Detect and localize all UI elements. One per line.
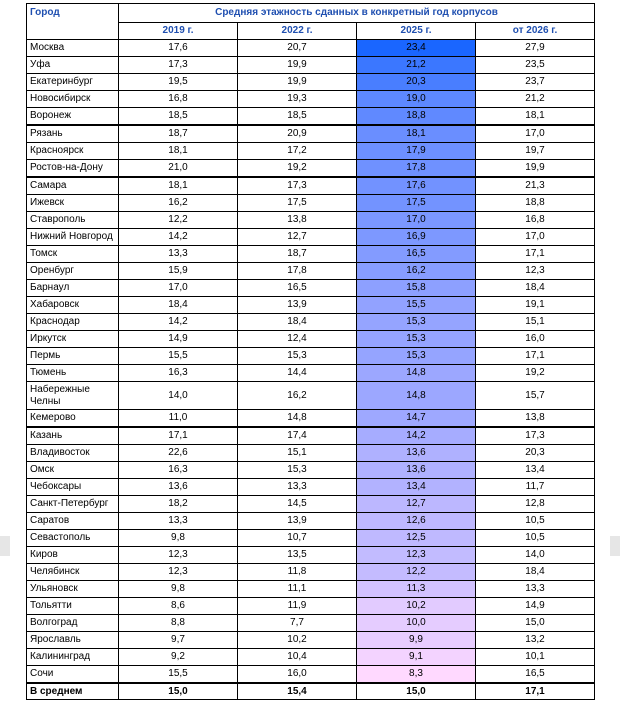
table-body bbox=[27, 40, 595, 700]
value-cell: 9,9 bbox=[357, 632, 476, 649]
table-row bbox=[27, 410, 595, 428]
city-cell: Ростов-на-Дону bbox=[27, 160, 119, 178]
table-row bbox=[27, 195, 595, 212]
value-cell: 17,1 bbox=[476, 348, 595, 365]
value-cell: 12,3 bbox=[119, 564, 238, 581]
city-cell: Ярославль bbox=[27, 632, 119, 649]
table-row bbox=[27, 649, 595, 666]
table-row bbox=[27, 229, 595, 246]
city-cell: В среднем bbox=[27, 683, 119, 700]
table-row bbox=[27, 177, 595, 195]
value-cell: 18,5 bbox=[238, 108, 357, 126]
value-cell: 12,3 bbox=[476, 263, 595, 280]
value-cell: 18,8 bbox=[357, 108, 476, 126]
value-cell: 11,3 bbox=[357, 581, 476, 598]
city-cell: Севастополь bbox=[27, 530, 119, 547]
city-cell: Владивосток bbox=[27, 445, 119, 462]
value-cell: 17,0 bbox=[119, 280, 238, 297]
value-cell: 17,8 bbox=[238, 263, 357, 280]
city-cell: Ульяновск bbox=[27, 581, 119, 598]
table-row bbox=[27, 382, 595, 410]
value-cell: 13,8 bbox=[238, 212, 357, 229]
value-cell: 17,0 bbox=[476, 229, 595, 246]
value-cell: 10,5 bbox=[476, 530, 595, 547]
value-cell: 12,7 bbox=[357, 496, 476, 513]
value-cell: 13,8 bbox=[476, 410, 595, 428]
city-cell: Сочи bbox=[27, 666, 119, 684]
table-row bbox=[27, 462, 595, 479]
city-cell: Нижний Новгород bbox=[27, 229, 119, 246]
value-cell: 19,2 bbox=[238, 160, 357, 178]
value-cell: 9,1 bbox=[357, 649, 476, 666]
value-cell: 19,3 bbox=[238, 91, 357, 108]
value-cell: 15,8 bbox=[357, 280, 476, 297]
value-cell: 13,6 bbox=[119, 479, 238, 496]
table-row bbox=[27, 666, 595, 684]
value-cell: 10,5 bbox=[476, 513, 595, 530]
table-row bbox=[27, 263, 595, 280]
value-cell: 12,3 bbox=[357, 547, 476, 564]
city-cell: Киров bbox=[27, 547, 119, 564]
city-cell: Иркутск bbox=[27, 331, 119, 348]
value-cell: 16,3 bbox=[119, 365, 238, 382]
city-cell: Томск bbox=[27, 246, 119, 263]
average-row bbox=[27, 683, 595, 700]
value-cell: 8,3 bbox=[357, 666, 476, 684]
city-cell: Санкт-Петербург bbox=[27, 496, 119, 513]
value-cell: 9,8 bbox=[119, 581, 238, 598]
value-cell: 21,0 bbox=[119, 160, 238, 178]
value-cell: 15,4 bbox=[238, 683, 357, 700]
city-cell: Барнаул bbox=[27, 280, 119, 297]
value-cell: 18,1 bbox=[119, 177, 238, 195]
value-cell: 27,9 bbox=[476, 40, 595, 57]
group-header: Средняя этажность сданных в конкретный год корпусов bbox=[119, 4, 595, 23]
value-cell: 18,4 bbox=[476, 564, 595, 581]
value-cell: 14,8 bbox=[357, 382, 476, 410]
value-cell: 18,7 bbox=[119, 125, 238, 143]
table-row bbox=[27, 615, 595, 632]
table-row bbox=[27, 91, 595, 108]
table-row bbox=[27, 74, 595, 91]
value-cell: 9,7 bbox=[119, 632, 238, 649]
value-cell: 11,0 bbox=[119, 410, 238, 428]
value-cell: 21,3 bbox=[476, 177, 595, 195]
value-cell: 7,7 bbox=[238, 615, 357, 632]
value-cell: 17,4 bbox=[238, 427, 357, 445]
value-cell: 10,7 bbox=[238, 530, 357, 547]
value-cell: 15,3 bbox=[238, 348, 357, 365]
value-cell: 13,4 bbox=[476, 462, 595, 479]
value-cell: 13,5 bbox=[238, 547, 357, 564]
table-row bbox=[27, 479, 595, 496]
value-cell: 14,0 bbox=[476, 547, 595, 564]
value-cell: 16,8 bbox=[119, 91, 238, 108]
city-cell: Набережные Челны bbox=[27, 382, 119, 410]
value-cell: 13,2 bbox=[476, 632, 595, 649]
table-row bbox=[27, 365, 595, 382]
city-cell: Хабаровск bbox=[27, 297, 119, 314]
value-cell: 16,3 bbox=[119, 462, 238, 479]
value-cell: 10,2 bbox=[357, 598, 476, 615]
value-cell: 15,5 bbox=[357, 297, 476, 314]
value-cell: 20,3 bbox=[357, 74, 476, 91]
value-cell: 15,7 bbox=[476, 382, 595, 410]
value-cell: 16,5 bbox=[357, 246, 476, 263]
value-cell: 13,3 bbox=[119, 513, 238, 530]
value-cell: 21,2 bbox=[476, 91, 595, 108]
value-cell: 16,2 bbox=[119, 195, 238, 212]
city-cell: Краснодар bbox=[27, 314, 119, 331]
value-cell: 20,3 bbox=[476, 445, 595, 462]
value-cell: 14,4 bbox=[238, 365, 357, 382]
value-cell: 14,9 bbox=[119, 331, 238, 348]
city-cell: Красноярск bbox=[27, 143, 119, 160]
value-cell: 18,8 bbox=[476, 195, 595, 212]
city-cell: Ставрополь bbox=[27, 212, 119, 229]
value-cell: 23,4 bbox=[357, 40, 476, 57]
city-cell: Тюмень bbox=[27, 365, 119, 382]
city-cell: Воронеж bbox=[27, 108, 119, 126]
value-cell: 17,3 bbox=[476, 427, 595, 445]
value-cell: 15,3 bbox=[357, 348, 476, 365]
value-cell: 16,5 bbox=[238, 280, 357, 297]
city-cell: Казань bbox=[27, 427, 119, 445]
table-row bbox=[27, 547, 595, 564]
value-cell: 14,7 bbox=[357, 410, 476, 428]
table-row bbox=[27, 581, 595, 598]
value-cell: 17,8 bbox=[357, 160, 476, 178]
table-row bbox=[27, 513, 595, 530]
value-cell: 16,2 bbox=[357, 263, 476, 280]
table-row bbox=[27, 331, 595, 348]
value-cell: 14,2 bbox=[119, 229, 238, 246]
value-cell: 17,2 bbox=[238, 143, 357, 160]
value-cell: 17,1 bbox=[476, 683, 595, 700]
value-cell: 10,2 bbox=[238, 632, 357, 649]
value-cell: 18,4 bbox=[238, 314, 357, 331]
value-cell: 13,9 bbox=[238, 297, 357, 314]
value-cell: 17,3 bbox=[119, 57, 238, 74]
table-row bbox=[27, 143, 595, 160]
table-row bbox=[27, 445, 595, 462]
value-cell: 10,0 bbox=[357, 615, 476, 632]
value-cell: 12,6 bbox=[357, 513, 476, 530]
value-cell: 19,9 bbox=[238, 57, 357, 74]
value-cell: 19,1 bbox=[476, 297, 595, 314]
value-cell: 17,9 bbox=[357, 143, 476, 160]
value-cell: 8,6 bbox=[119, 598, 238, 615]
value-cell: 19,5 bbox=[119, 74, 238, 91]
value-cell: 15,5 bbox=[119, 666, 238, 684]
city-cell: Уфа bbox=[27, 57, 119, 74]
city-cell: Саратов bbox=[27, 513, 119, 530]
value-cell: 13,6 bbox=[357, 462, 476, 479]
value-cell: 14,8 bbox=[357, 365, 476, 382]
value-cell: 13,6 bbox=[357, 445, 476, 462]
value-cell: 10,1 bbox=[476, 649, 595, 666]
table-row bbox=[27, 564, 595, 581]
value-cell: 18,4 bbox=[476, 280, 595, 297]
value-cell: 8,8 bbox=[119, 615, 238, 632]
value-cell: 17,0 bbox=[357, 212, 476, 229]
value-cell: 14,2 bbox=[357, 427, 476, 445]
value-cell: 18,1 bbox=[119, 143, 238, 160]
value-cell: 14,5 bbox=[238, 496, 357, 513]
value-cell: 16,9 bbox=[357, 229, 476, 246]
value-cell: 22,6 bbox=[119, 445, 238, 462]
city-cell: Рязань bbox=[27, 125, 119, 143]
value-cell: 14,0 bbox=[119, 382, 238, 410]
city-cell: Челябинск bbox=[27, 564, 119, 581]
value-cell: 12,8 bbox=[476, 496, 595, 513]
value-cell: 19,9 bbox=[238, 74, 357, 91]
value-cell: 14,2 bbox=[119, 314, 238, 331]
value-cell: 15,0 bbox=[357, 683, 476, 700]
value-cell: 17,6 bbox=[119, 40, 238, 57]
value-cell: 15,3 bbox=[357, 314, 476, 331]
table-row bbox=[27, 160, 595, 178]
value-cell: 18,1 bbox=[357, 125, 476, 143]
table-row bbox=[27, 297, 595, 314]
value-cell: 17,5 bbox=[238, 195, 357, 212]
table-row bbox=[27, 212, 595, 229]
value-cell: 15,9 bbox=[119, 263, 238, 280]
value-cell: 15,5 bbox=[119, 348, 238, 365]
city-cell: Самара bbox=[27, 177, 119, 195]
city-cell: Москва bbox=[27, 40, 119, 57]
value-cell: 9,8 bbox=[119, 530, 238, 547]
value-cell: 14,8 bbox=[238, 410, 357, 428]
value-cell: 12,4 bbox=[238, 331, 357, 348]
city-cell: Чебоксары bbox=[27, 479, 119, 496]
year-header: 2019 г. bbox=[119, 23, 238, 40]
value-cell: 17,0 bbox=[476, 125, 595, 143]
storey-table bbox=[26, 3, 595, 700]
value-cell: 18,1 bbox=[476, 108, 595, 126]
value-cell: 11,8 bbox=[238, 564, 357, 581]
table-row bbox=[27, 57, 595, 74]
value-cell: 13,3 bbox=[119, 246, 238, 263]
year-header: 2025 г. bbox=[357, 23, 476, 40]
value-cell: 20,7 bbox=[238, 40, 357, 57]
table-row bbox=[27, 280, 595, 297]
table-row bbox=[27, 427, 595, 445]
value-cell: 15,1 bbox=[476, 314, 595, 331]
table-row bbox=[27, 598, 595, 615]
value-cell: 23,5 bbox=[476, 57, 595, 74]
value-cell: 12,2 bbox=[119, 212, 238, 229]
value-cell: 18,5 bbox=[119, 108, 238, 126]
value-cell: 20,9 bbox=[238, 125, 357, 143]
city-cell: Омск bbox=[27, 462, 119, 479]
city-cell: Оренбург bbox=[27, 263, 119, 280]
table-row bbox=[27, 125, 595, 143]
value-cell: 13,9 bbox=[238, 513, 357, 530]
table-row bbox=[27, 530, 595, 547]
value-cell: 11,9 bbox=[238, 598, 357, 615]
value-cell: 19,0 bbox=[357, 91, 476, 108]
value-cell: 15,1 bbox=[238, 445, 357, 462]
value-cell: 12,7 bbox=[238, 229, 357, 246]
value-cell: 19,9 bbox=[476, 160, 595, 178]
left-scroll-tab[interactable] bbox=[0, 536, 10, 556]
value-cell: 15,3 bbox=[357, 331, 476, 348]
city-cell: Волгоград bbox=[27, 615, 119, 632]
value-cell: 12,2 bbox=[357, 564, 476, 581]
city-cell: Тольятти bbox=[27, 598, 119, 615]
value-cell: 12,5 bbox=[357, 530, 476, 547]
table-row bbox=[27, 632, 595, 649]
value-cell: 10,4 bbox=[238, 649, 357, 666]
value-cell: 16,0 bbox=[476, 331, 595, 348]
value-cell: 18,4 bbox=[119, 297, 238, 314]
value-cell: 16,5 bbox=[476, 666, 595, 684]
value-cell: 14,9 bbox=[476, 598, 595, 615]
table-row bbox=[27, 40, 595, 57]
city-cell: Ижевск bbox=[27, 195, 119, 212]
table-row bbox=[27, 496, 595, 513]
value-cell: 11,7 bbox=[476, 479, 595, 496]
value-cell: 19,7 bbox=[476, 143, 595, 160]
value-cell: 12,3 bbox=[119, 547, 238, 564]
value-cell: 18,2 bbox=[119, 496, 238, 513]
table-row bbox=[27, 246, 595, 263]
value-cell: 16,8 bbox=[476, 212, 595, 229]
value-cell: 17,6 bbox=[357, 177, 476, 195]
value-cell: 17,1 bbox=[119, 427, 238, 445]
city-cell: Калининград bbox=[27, 649, 119, 666]
value-cell: 19,2 bbox=[476, 365, 595, 382]
year-header: 2022 г. bbox=[238, 23, 357, 40]
table-row bbox=[27, 108, 595, 126]
value-cell: 17,3 bbox=[238, 177, 357, 195]
city-cell: Екатеринбург bbox=[27, 74, 119, 91]
value-cell: 15,3 bbox=[238, 462, 357, 479]
city-cell: Новосибирск bbox=[27, 91, 119, 108]
city-cell: Пермь bbox=[27, 348, 119, 365]
right-scroll-tab[interactable] bbox=[610, 536, 620, 556]
value-cell: 13,3 bbox=[476, 581, 595, 598]
value-cell: 17,5 bbox=[357, 195, 476, 212]
year-header: от 2026 г. bbox=[476, 23, 595, 40]
value-cell: 16,0 bbox=[238, 666, 357, 684]
city-cell: Кемерово bbox=[27, 410, 119, 428]
value-cell: 15,0 bbox=[119, 683, 238, 700]
value-cell: 11,1 bbox=[238, 581, 357, 598]
table-row bbox=[27, 314, 595, 331]
value-cell: 23,7 bbox=[476, 74, 595, 91]
value-cell: 13,4 bbox=[357, 479, 476, 496]
value-cell: 15,0 bbox=[476, 615, 595, 632]
value-cell: 17,1 bbox=[476, 246, 595, 263]
value-cell: 21,2 bbox=[357, 57, 476, 74]
value-cell: 13,3 bbox=[238, 479, 357, 496]
value-cell: 18,7 bbox=[238, 246, 357, 263]
table-row bbox=[27, 348, 595, 365]
city-column-header: Город bbox=[27, 4, 119, 40]
value-cell: 16,2 bbox=[238, 382, 357, 410]
value-cell: 9,2 bbox=[119, 649, 238, 666]
